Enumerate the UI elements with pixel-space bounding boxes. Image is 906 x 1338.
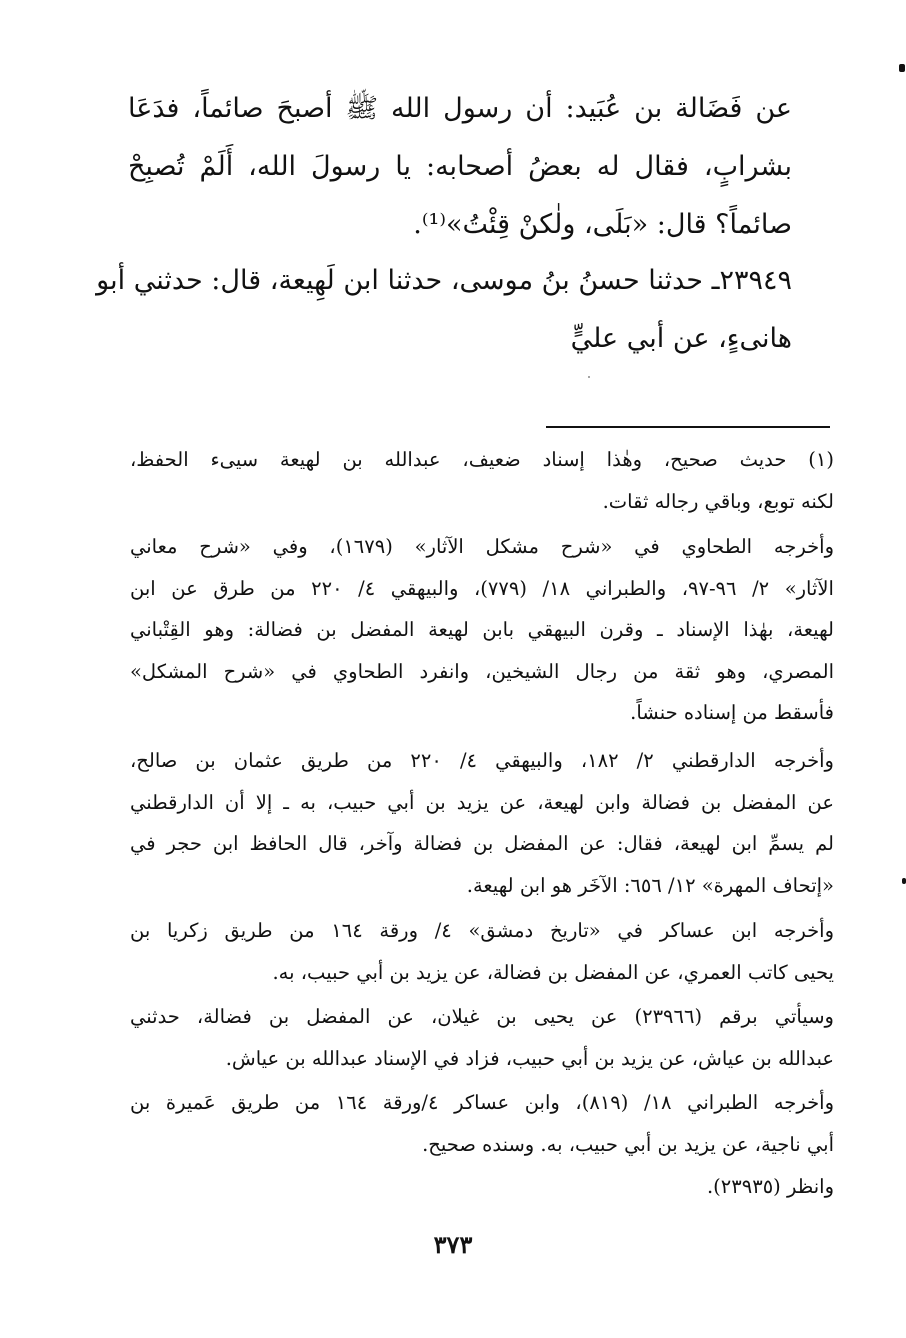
footnote-paragraph [130, 526, 834, 734]
footnote-line: لم يسمِّ ابن لهيعة، فقال: عن المفضل بن فضالة وآخر، قال الحافظ ابن حجر في [130, 832, 834, 855]
stray-dot [588, 376, 590, 378]
page-number: ٣٧٣ [433, 1230, 473, 1259]
footnote-line: لهيعة، بهٰذا الإسناد ـ وقرن البيهقي بابن لهيعة المفضل بن فضالة: وهو القِتْباني [130, 618, 834, 641]
footnote-paragraph [130, 910, 834, 993]
main-paragraph-2 [96, 252, 792, 368]
footnote-line: أبي ناجية، عن يزيد بن أبي حبيب، به. وسنده صحيح. [422, 1132, 834, 1156]
scan-edge-mark [899, 64, 905, 72]
footnote-paragraph [130, 1082, 834, 1165]
footnote-paragraph [130, 740, 834, 906]
main-line: بشرابٍ، فقال له بعضُ أصحابه: يا رسولَ الله، أَلَمْ تُصبِحْ [128, 151, 792, 182]
main-line: هانىءٍ، عن أبي عليٍّ [570, 323, 792, 354]
main-line: ٢٣٩٤٩ـ حدثنا حسنُ بنُ موسى، حدثنا ابن لَهِيعة، قال: حدثني أبو [96, 265, 792, 296]
footnote-paragraph [130, 996, 834, 1079]
footnote-line: وسيأتي برقم (٢٣٩٦٦) عن يحيى بن غيلان، عن المفضل بن فضالة، حدثني [130, 1005, 834, 1028]
footnote-separator [546, 426, 830, 428]
footnote-line: وأخرجه الطبراني ١٨/ (٨١٩)، وابن عساكر ٤/ورقة ١٦٤ من طريق عَميرة بن [130, 1091, 834, 1114]
footnote-line: وأخرجه ابن عساكر في «تاريخ دمشق» ٤/ ورقة ١٦٤ من طريق زكريا بن [130, 919, 834, 942]
footnote-paragraph [130, 1166, 834, 1208]
footnote-line: «إتحاف المهرة» ١٢/ ٦٥٦: الآخَر هو ابن لهيعة. [466, 873, 834, 897]
scan-edge-mark [902, 878, 906, 884]
footnote-line: عبدالله بن عياش، عن يزيد بن أبي حبيب، فزاد في الإسناد عبدالله بن عياش. [225, 1046, 834, 1070]
footnote-line: عن المفضل بن فضالة وابن لهيعة، عن يزيد بن أبي حبيب، به ـ إلا أن الدارقطني [130, 790, 834, 814]
main-line: عن فَضَالة بن عُبَيد: أن رسول الله ﷺ أصبحَ صائماً، فدَعَا [128, 93, 792, 124]
footnote-line: وأخرجه الطحاوي في «شرح مشكل الآثار» (١٦٧٩)، وفي «شرح معاني [130, 535, 834, 558]
footnote-line: المصري، وهو ثقة من رجال الشيخين، وانفرد الطحاوي في «شرح المشكل» [130, 659, 834, 683]
footnote-line: يحيى كاتب العمري، عن المفضل بن فضالة، عن يزيد بن أبي حبيب، به. [272, 960, 834, 984]
footnote-line: فأسقط من إسناده حنشاً. [630, 701, 834, 724]
footnote-paragraph [130, 439, 834, 522]
main-paragraph-1 [128, 80, 792, 254]
footnote-line: وأخرجه الدارقطني ٢/ ١٨٢، والبيهقي ٤/ ٢٢٠ من طريق عثمان بن صالح، [130, 749, 834, 772]
main-line: صائماً؟ قال: «بَلَى، ولٰكنْ قِئْتُ»⁽¹⁾. [413, 209, 792, 240]
footnote-line: وانظر (٢٣٩٣٥). [706, 1175, 834, 1198]
footnote-line: لكنه توبع، وباقي رجاله ثقات. [602, 489, 834, 513]
footnote-line: الآثار» ٢/ ٩٦-٩٧، والطبراني ١٨/ (٧٧٩)، والبيهقي ٤/ ٢٢٠ من طرق عن ابن [130, 576, 834, 600]
footnote-line: (١) حديث صحيح، وهٰذا إسناد ضعيف، عبدالله بن لهيعة سيىء الحفظ، [130, 448, 834, 471]
